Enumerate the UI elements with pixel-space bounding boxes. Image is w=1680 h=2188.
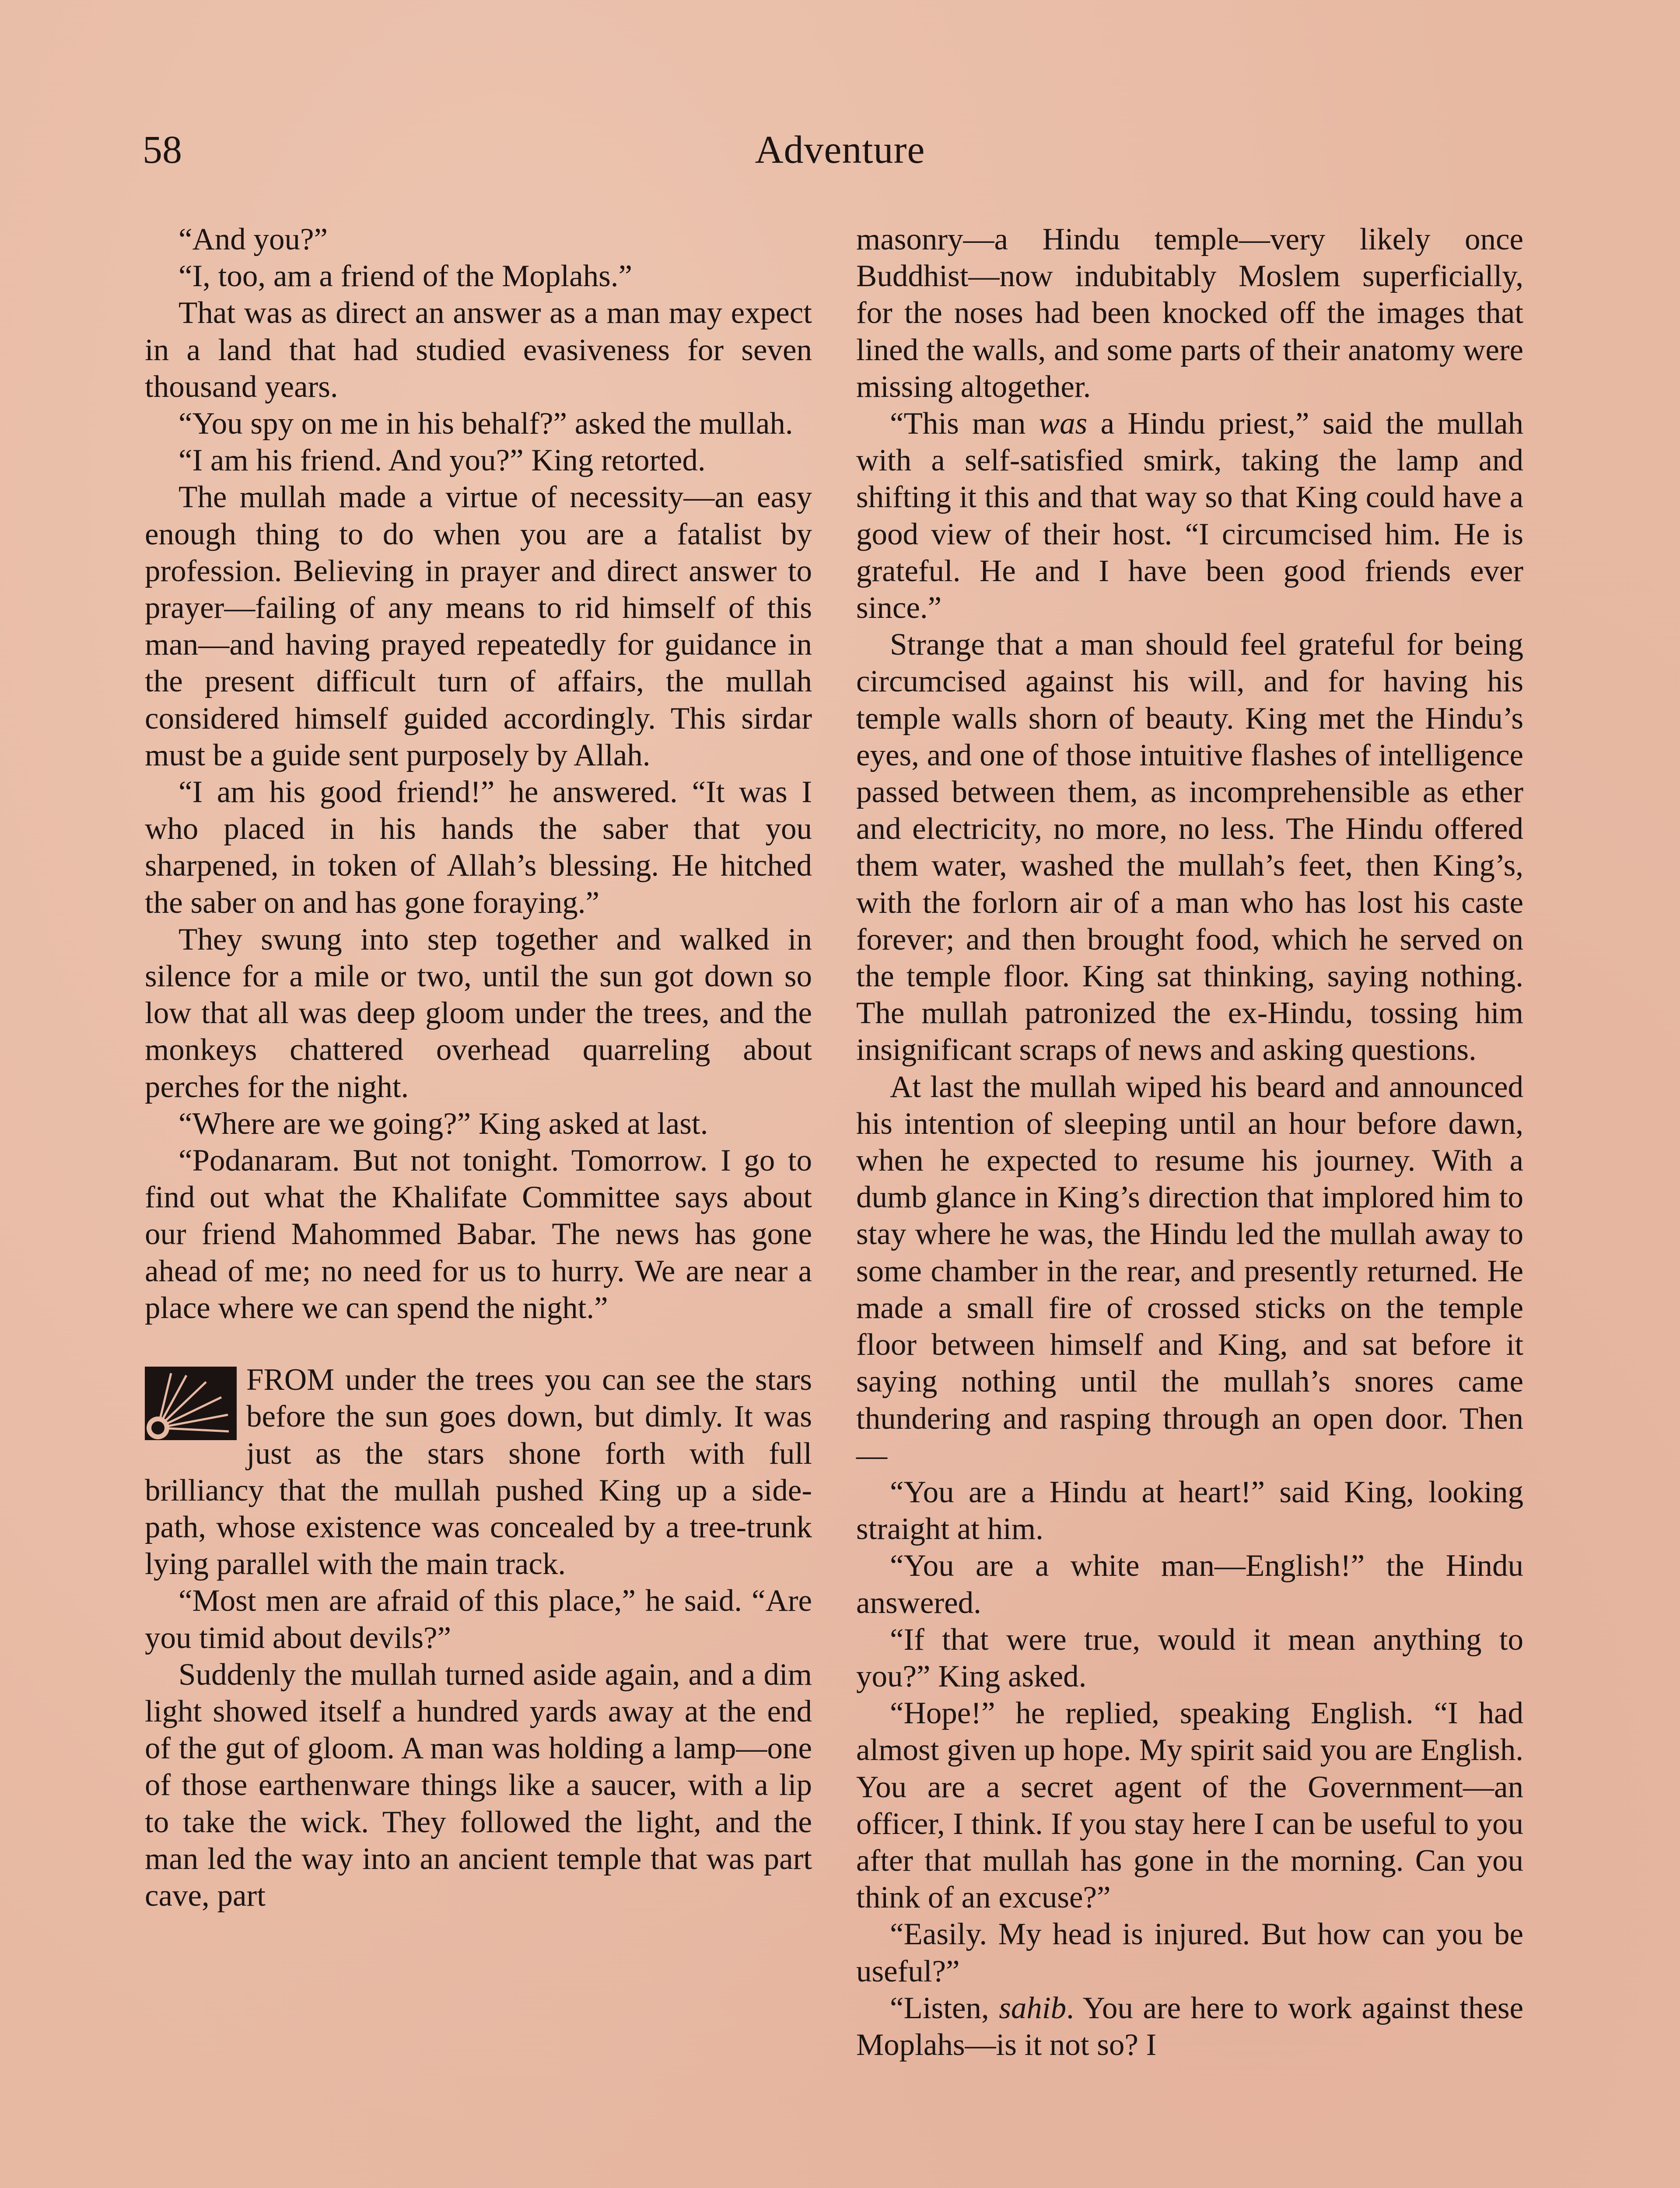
paragraph — [856, 405, 1523, 626]
paragraph: “I am his friend. And you?” King retorted. — [178, 443, 706, 478]
paragraph: “Where are we going?” King asked at last. — [178, 1106, 708, 1141]
paragraph: “Hope!” he replied, speaking English. “I had almost given up hope. My spirit said you are English. You are a secret agent of the Government—an officer, I think. If you stay here I can be useful to you after that mullah has gone in the morning. Can you think of an excuse?” — [856, 1696, 1523, 1915]
sunburst-ornament-icon — [145, 1367, 237, 1440]
paragraph: “You are a white man—English!” the Hindu answered. — [856, 1549, 1523, 1620]
paragraph: That was as direct an answer as a man may expect in a land that had studied evasiveness for seven thousand years. — [145, 296, 812, 404]
paragraph: “You are a Hindu at heart!” said King, looking straight at him. — [856, 1475, 1523, 1546]
text-run: . You are here to work against these Moplahs—is it not so? I — [856, 1991, 1523, 2062]
paragraph: Suddenly the mullah turned aside again, and a dim light showed itself a hundred yards away at the end of the gut of gloom. A man was holding a lamp—one of those earthenware things like a saucer, with a lip to take the wick. They followed the light, and the man led the way into an ancient temple that was part cave, part — [145, 1657, 812, 1913]
paragraph: “Easily. My head is injured. But how can you be useful?” — [856, 1917, 1523, 1988]
paragraph: At last the mullah wiped his beard and announced his intention of sleeping until an hour before dawn, when he expected to resume his journey. With a dumb glance in King’s direction that implored him to stay where he was, the Hindu led the mullah away to some chamber in the rear, and presently returned. He made a small fire of crossed sticks on the temple floor between himself and King, and sat before it saying nothing until the mullah’s snores came thundering and rasping through an open door. Then— — [856, 1069, 1523, 1473]
paragraph: “And you?” — [178, 222, 328, 256]
italic-text: sahib — [999, 1991, 1067, 2025]
left-column — [145, 221, 812, 1914]
section-opening-paragraph — [145, 1361, 812, 1582]
paragraph: “I, too, am a friend of the Moplahs.” — [178, 259, 633, 294]
paragraph — [856, 1990, 1523, 2063]
text-run: “Listen, — [890, 1991, 999, 2025]
paragraph: masonry—a Hindu temple—very likely once Buddhist—now indubitably Moslem superficially, for the noses had been knocked off the images that lined the walls, and some parts of their anatomy were missing altogether. — [856, 222, 1523, 404]
right-column — [856, 221, 1523, 2063]
paragraph: “I am his good friend!” he answered. “It was I who placed in his hands the saber that you sharpened, in token of Allah’s blessing. He hitched the saber on and has gone foraying.” — [145, 775, 812, 920]
section-opening-text: FROM under the trees you can see the stars before the sun goes down, but dimly. It was just as the stars shone forth with full brilliancy that the mullah pushed King up a side-path, whose existence was concealed by a tree-trunk lying parallel with the main track. — [145, 1363, 812, 1581]
text-run: a Hindu priest,” said the mullah with a self-satisfied smirk, taking the lamp and shifting it this and that way so that King could have a good view of their host. “I circumcised him. He is grateful. He and I have been good friends ever since.” — [856, 407, 1523, 625]
text-run: “This man — [890, 407, 1039, 441]
page-number: 58 — [143, 128, 182, 172]
paragraph: They swung into step together and walked in silence for a mile or two, until the sun got down so low that all was deep gloom under the trees, and the monkeys chattered overhead quarreling about perches for the night. — [145, 922, 812, 1104]
running-head: Adventure — [755, 128, 925, 172]
paragraph: The mullah made a virtue of necessity—an easy enough thing to do when you are a fatalist by profession. Believing in prayer and direct answer to prayer—failing of any means to rid himself of this man—and having prayed repeatedly for guidance in the present difficult turn of affairs, the mullah considered himself guided accordingly. This sirdar must be a guide sent purposely by Allah. — [145, 480, 812, 772]
paragraph: “You spy on me in his behalf?” asked the mullah. — [178, 407, 793, 441]
italic-text: was — [1039, 407, 1088, 441]
paragraph: “If that were true, would it mean anything to you?” King asked. — [856, 1622, 1523, 1694]
paragraph: “Podanaram. But not tonight. Tomorrow. I go to find out what the Khalifate Committee says about our friend Mahommed Babar. The news has gone ahead of me; no need for us to hurry. We are near a place where we can spend the night.” — [145, 1143, 812, 1325]
paragraph: “Most men are afraid of this place,” he said. “Are you timid about devils?” — [145, 1584, 812, 1655]
paragraph: Strange that a man should feel grateful for being circumcised against his will, and for having his temple walls shorn of beauty. King met the Hindu’s eyes, and one of those intuitive flashes of intelligence passed between them, as incomprehensible as ether and electricity, no more, no less. The Hindu offered them water, washed the mullah’s feet, then King’s, with the forlorn air of a man who has lost his caste forever; and then brought food, which he served on the temple floor. King sat thinking, saying nothing. The mullah patronized the ex-Hindu, tossing him insignificant scraps of news and asking questions. — [856, 628, 1523, 1067]
